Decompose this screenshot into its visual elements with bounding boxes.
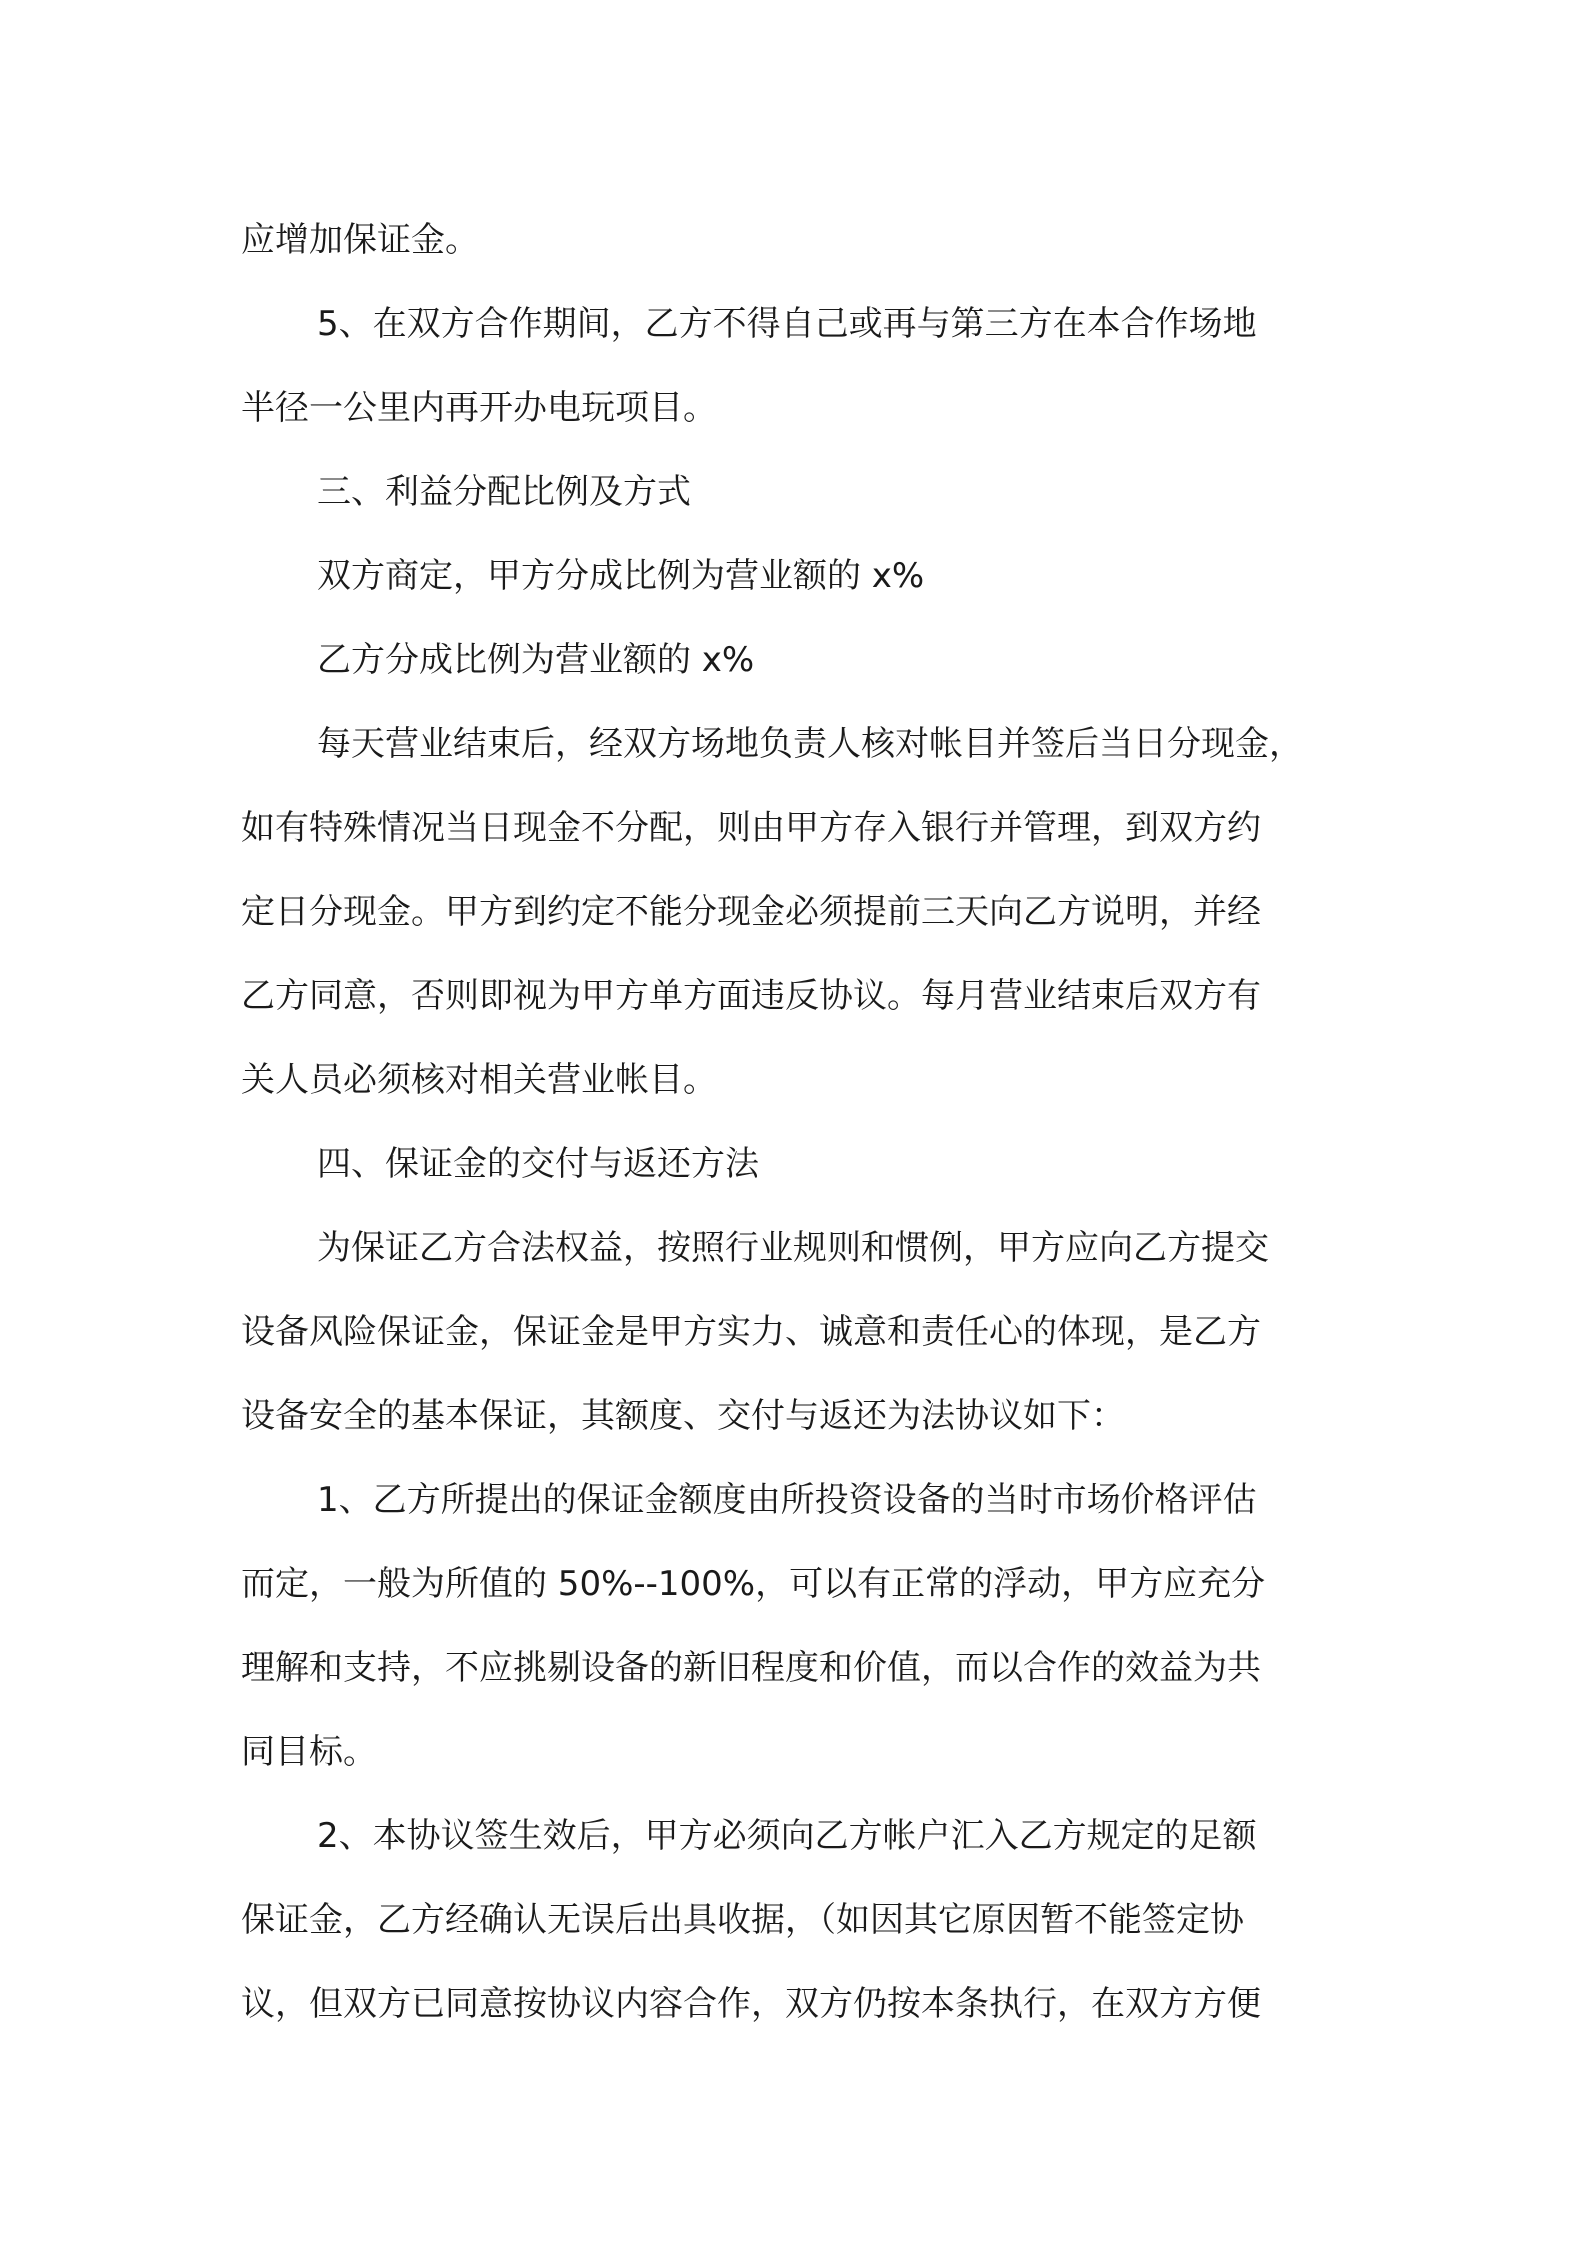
text-line: 设备风险保证金，保证金是甲方实力、诚意和责任心的体现，是乙方 bbox=[241, 1312, 1261, 1352]
text-line: 而定，一般为所值的 50%--100%，可以有正常的浮动，甲方应充分 bbox=[241, 1564, 1266, 1604]
text-line: 半径一公里内再开办电玩项目。 bbox=[241, 388, 717, 428]
text-line: 定日分现金。甲方到约定不能分现金必须提前三天向乙方说明，并经 bbox=[241, 892, 1261, 932]
document-body bbox=[241, 198, 1356, 2046]
text-line: 同目标。 bbox=[241, 1732, 377, 1772]
text-line: 理解和支持，不应挑剔设备的新旧程度和价值，而以合作的效益为共 bbox=[241, 1648, 1261, 1688]
text-line: 设备安全的基本保证，其额度、交付与返还为法协议如下： bbox=[241, 1396, 1125, 1436]
text-line: 双方商定，甲方分成比例为营业额的 x% bbox=[317, 556, 925, 596]
clause-1-start: 1、乙方所提出的保证金额度由所投资设备的当时市场价格评估 bbox=[317, 1480, 1257, 1520]
section-heading-4: 四、保证金的交付与返还方法 bbox=[317, 1144, 759, 1184]
text-line: 应增加保证金。 bbox=[241, 220, 479, 260]
paragraph-start: 为保证乙方合法权益，按照行业规则和惯例，甲方应向乙方提交 bbox=[317, 1228, 1269, 1268]
clause-2-start: 2、本协议签生效后，甲方必须向乙方帐户汇入乙方规定的足额 bbox=[317, 1816, 1257, 1856]
text-line: 议，但双方已同意按协议内容合作，双方仍按本条执行，在双方方便 bbox=[241, 1984, 1261, 2024]
text-line: 乙方分成比例为营业额的 x% bbox=[317, 640, 755, 680]
text-line: 如有特殊情况当日现金不分配，则由甲方存入银行并管理，到双方约 bbox=[241, 808, 1261, 848]
text-line: 关人员必须核对相关营业帐目。 bbox=[241, 1060, 717, 1100]
paragraph-start: 每天营业结束后，经双方场地负责人核对帐目并签后当日分现金， bbox=[317, 724, 1303, 764]
section-heading-3: 三、利益分配比例及方式 bbox=[317, 472, 691, 512]
text-line: 保证金，乙方经确认无误后出具收据，（如因其它原因暂不能签定协 bbox=[241, 1900, 1244, 1940]
text-line: 乙方同意，否则即视为甲方单方面违反协议。每月营业结束后双方有 bbox=[241, 976, 1261, 1016]
clause-5-start: 5、在双方合作期间，乙方不得自己或再与第三方在本合作场地 bbox=[317, 304, 1257, 344]
